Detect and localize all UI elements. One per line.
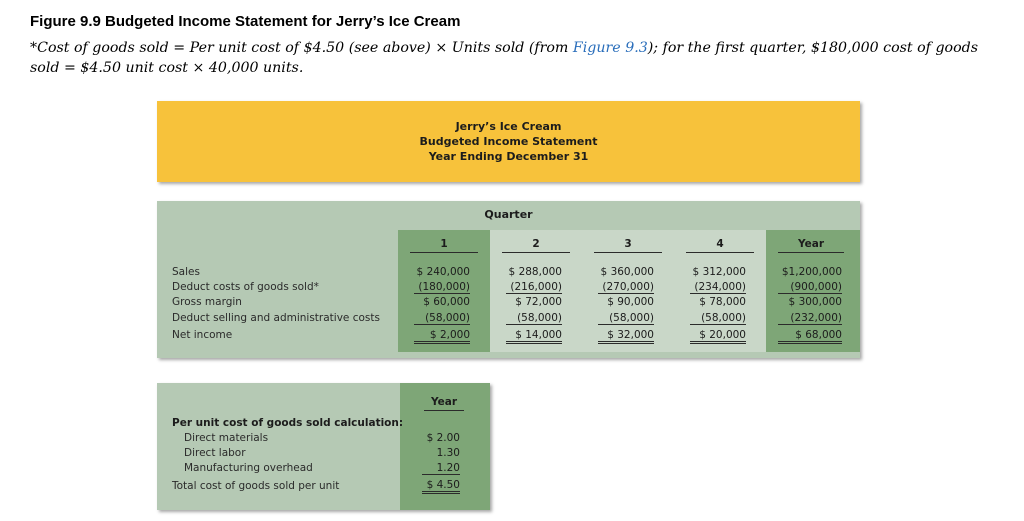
row-label-sales: Sales	[172, 266, 200, 278]
unit-cost-year-header: Year	[424, 396, 464, 411]
unit-value-total: $ 4.50	[422, 479, 460, 494]
cell-cogs-q2: (216,000)	[506, 281, 562, 294]
cell-net-q4: $ 20,000	[690, 329, 746, 344]
figure-link[interactable]: Figure 9.3	[572, 40, 648, 56]
cell-gross-q4: $ 78,000	[699, 296, 746, 308]
quarter-header: Quarter	[484, 208, 533, 221]
cell-gross-q2: $ 72,000	[515, 296, 562, 308]
caption-line-2: sold = $4.50 unit cost × 40,000 units.	[30, 60, 304, 76]
unit-value-direct-labor: 1.30	[436, 447, 460, 459]
figure-caption	[30, 38, 1005, 78]
column-header-q3: 3	[594, 238, 662, 253]
unit-cost-heading: Per unit cost of goods sold calculation:	[172, 417, 404, 429]
statement-banner	[157, 101, 860, 182]
cell-sga-year: (232,000)	[778, 312, 842, 325]
unit-label-total: Total cost of goods sold per unit	[172, 480, 340, 492]
column-header-q1: 1	[410, 238, 478, 253]
cell-sales-q3: $ 360,000	[600, 266, 654, 278]
cell-gross-q1: $ 60,000	[423, 296, 470, 308]
caption-text: *Cost of goods sold = Per unit cost of $4.50 (see above) × Units sold (from	[30, 40, 573, 56]
cell-cogs-q4: (234,000)	[690, 281, 746, 294]
cell-sales-q4: $ 312,000	[692, 266, 746, 278]
cell-net-year: $ 68,000	[778, 329, 842, 344]
cell-sales-q2: $ 288,000	[508, 266, 562, 278]
company-name: Jerry’s Ice Cream	[455, 120, 562, 133]
cell-sga-q1: (58,000)	[414, 312, 470, 325]
cell-sga-q2: (58,000)	[506, 312, 562, 325]
figure-title: Figure 9.9 Budgeted Income Statement for Jerry’s Ice Cream	[30, 13, 461, 30]
column-header-q2: 2	[502, 238, 570, 253]
cell-sga-q4: (58,000)	[690, 312, 746, 325]
caption-text-cont: ); for the first quarter, $180,000 cost of goods	[647, 40, 978, 56]
cell-cogs-year: (900,000)	[778, 281, 842, 294]
row-label-cogs: Deduct costs of goods sold*	[172, 281, 319, 293]
cell-gross-year: $ 300,000	[788, 296, 842, 308]
column-header-q4: 4	[686, 238, 754, 253]
unit-label-overhead: Manufacturing overhead	[184, 462, 313, 474]
cell-cogs-q3: (270,000)	[598, 281, 654, 294]
row-label-gross-margin: Gross margin	[172, 296, 242, 308]
column-header-year: Year	[778, 238, 844, 253]
row-label-net-income: Net income	[172, 329, 233, 341]
statement-period: Year Ending December 31	[428, 150, 589, 163]
cell-sales-year: $1,200,000	[781, 266, 842, 278]
unit-label-direct-materials: Direct materials	[184, 432, 269, 444]
cell-net-q2: $ 14,000	[506, 329, 562, 344]
unit-value-overhead: 1.20	[422, 462, 460, 475]
cell-gross-q3: $ 90,000	[607, 296, 654, 308]
cell-net-q3: $ 32,000	[598, 329, 654, 344]
row-label-selling-admin: Deduct selling and administrative costs	[172, 312, 380, 324]
unit-value-direct-materials: $ 2.00	[426, 432, 460, 444]
statement-title: Budgeted Income Statement	[419, 135, 598, 148]
cell-sga-q3: (58,000)	[598, 312, 654, 325]
cell-net-q1: $ 2,000	[414, 329, 470, 344]
cell-sales-q1: $ 240,000	[416, 266, 470, 278]
unit-label-direct-labor: Direct labor	[184, 447, 246, 459]
cell-cogs-q1: (180,000)	[414, 281, 470, 294]
